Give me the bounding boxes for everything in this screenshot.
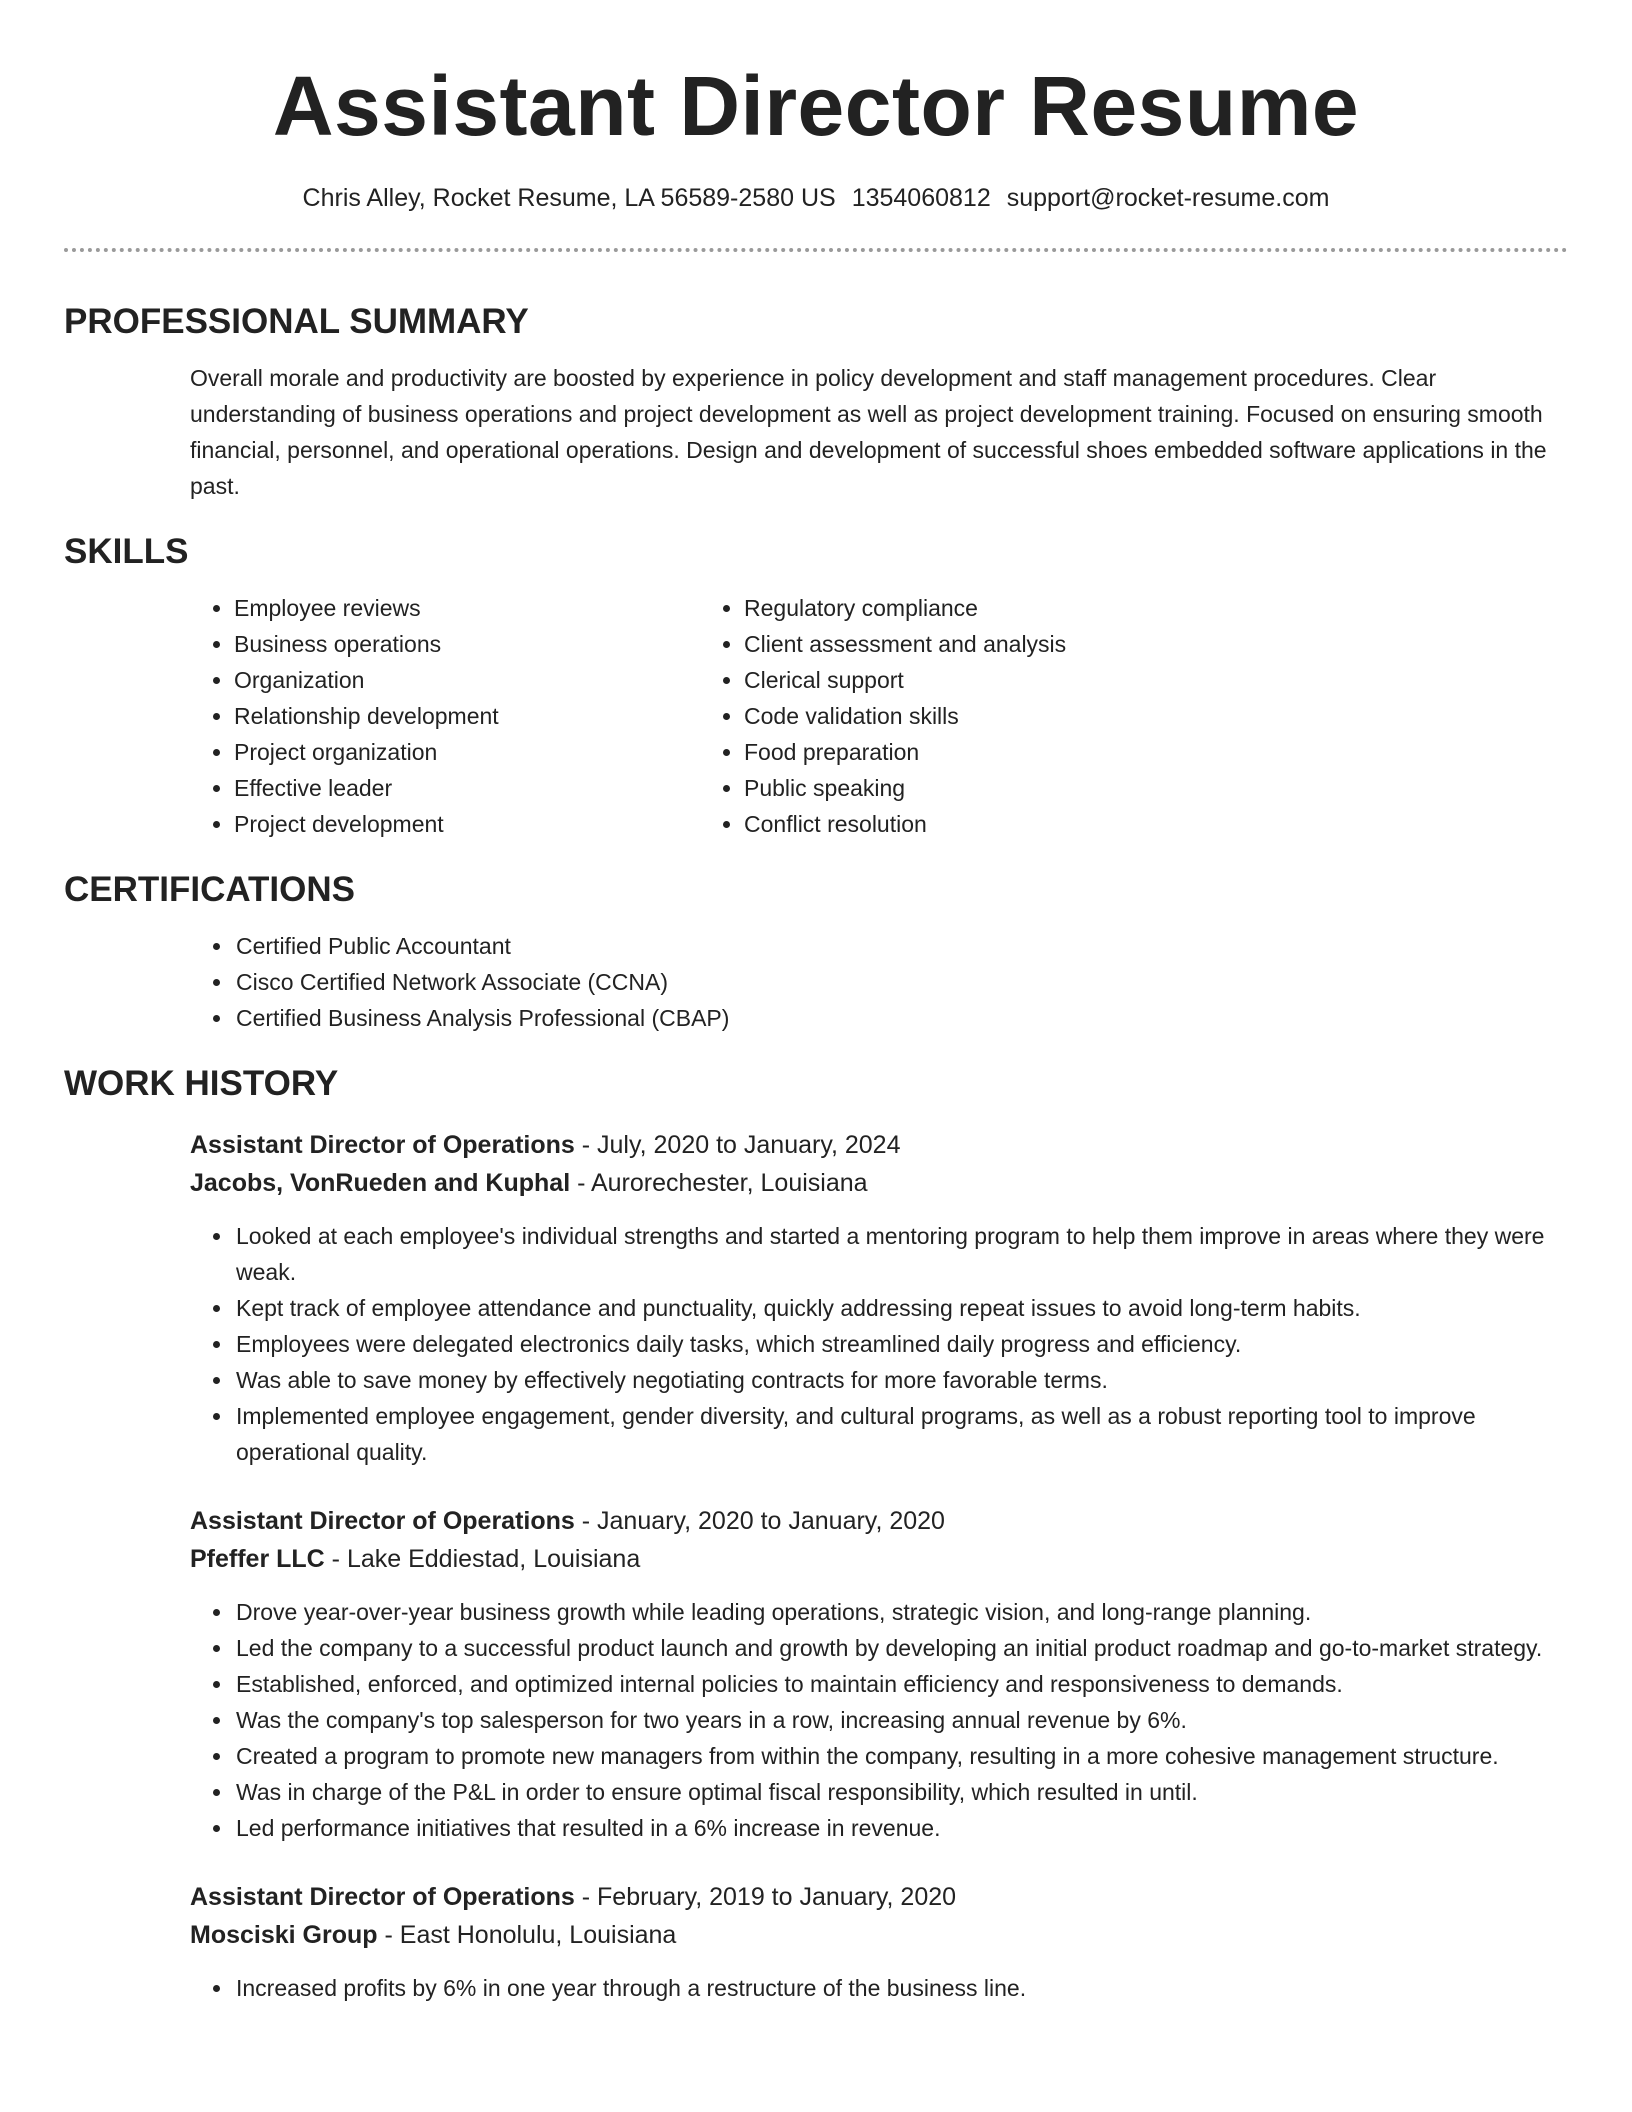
job-title-line bbox=[190, 1502, 1568, 1540]
skills-grid bbox=[64, 590, 1568, 842]
job-bullets bbox=[64, 1970, 1568, 2006]
list-item: • Drove year-over-year business growth while leading operations, strategic vision, and long-range planning. bbox=[234, 1594, 1568, 1630]
job-location: - East Honolulu, Louisiana bbox=[377, 1921, 677, 1949]
skills-column-left bbox=[64, 590, 744, 842]
summary-section bbox=[64, 300, 1568, 504]
job-company-line bbox=[190, 1540, 1568, 1578]
list-item: • Effective leader bbox=[234, 770, 744, 806]
job-entry bbox=[64, 1502, 1568, 1578]
job-company: Jacobs, VonRueden and Kuphal bbox=[190, 1169, 571, 1197]
job-dates: - January, 2020 to January, 2020 bbox=[574, 1507, 945, 1535]
list-item: • Public speaking bbox=[744, 770, 1066, 806]
list-item: • Looked at each employee's individual strengths and started a mentoring program to help them improve in areas where they were weak. bbox=[234, 1218, 1568, 1290]
list-item: • Certified Public Accountant bbox=[234, 928, 1568, 964]
list-item: • Was in charge of the P&L in order to ensure optimal fiscal responsibility, which resulted in until. bbox=[234, 1774, 1568, 1810]
job-company-line bbox=[190, 1164, 1568, 1202]
list-item: • Employees were delegated electronics daily tasks, which streamlined daily progress and efficiency. bbox=[234, 1326, 1568, 1362]
list-item: • Led the company to a successful product launch and growth by developing an initial product roadmap and go-to-market strategy. bbox=[234, 1630, 1568, 1666]
list-item: • Conflict resolution bbox=[744, 806, 1066, 842]
list-item: • Project organization bbox=[234, 734, 744, 770]
job-title-line bbox=[190, 1126, 1568, 1164]
list-item: • Regulatory compliance bbox=[744, 590, 1066, 626]
contact-line bbox=[64, 182, 1568, 214]
skills-heading: SKILLS bbox=[64, 532, 189, 571]
job-title-line bbox=[190, 1878, 1568, 1916]
job-entry bbox=[64, 1126, 1568, 1202]
job-entry bbox=[64, 1878, 1568, 1954]
list-item: • Implemented employee engagement, gender diversity, and cultural programs, as well as a robust reporting tool to improve operational quality. bbox=[234, 1398, 1568, 1470]
list-item: • Code validation skills bbox=[744, 698, 1066, 734]
list-item: • Client assessment and analysis bbox=[744, 626, 1066, 662]
skills-list-left bbox=[234, 590, 744, 842]
certifications-heading: CERTIFICATIONS bbox=[64, 870, 356, 909]
list-item: • Employee reviews bbox=[234, 590, 744, 626]
work-heading: WORK HISTORY bbox=[64, 1064, 339, 1103]
job-dates: - July, 2020 to January, 2024 bbox=[574, 1131, 901, 1159]
summary-text: Overall morale and productivity are boosted by experience in policy development and staff management procedures. Clear understanding of business operations and project development as well as project development training. Focused on ensuring smooth financial, personnel, and operational operations. Design and development of successful shoes embedded software applications in the past. bbox=[190, 365, 1547, 499]
list-item: • Certified Business Analysis Professional (CBAP) bbox=[234, 1000, 1568, 1036]
work-section bbox=[64, 1062, 1568, 2006]
job-title: Assistant Director of Operations bbox=[190, 1507, 575, 1535]
job-company: Pfeffer LLC bbox=[190, 1545, 325, 1573]
job-bullets bbox=[64, 1594, 1568, 1846]
list-item: • Cisco Certified Network Associate (CCNA) bbox=[234, 964, 1568, 1000]
skills-section bbox=[64, 530, 1568, 842]
header-divider bbox=[64, 248, 1568, 252]
skills-column-right bbox=[744, 590, 1066, 842]
list-item: • Kept track of employee attendance and punctuality, quickly addressing repeat issues to avoid long-term habits. bbox=[234, 1290, 1568, 1326]
certifications-section bbox=[64, 868, 1568, 1036]
job-bullets bbox=[64, 1218, 1568, 1470]
list-item: • Created a program to promote new managers from within the company, resulting in a more cohesive management structure. bbox=[234, 1738, 1568, 1774]
list-item: • Clerical support bbox=[744, 662, 1066, 698]
job-location: - Aurorechester, Louisiana bbox=[570, 1169, 868, 1197]
list-item: • Organization bbox=[234, 662, 744, 698]
list-item: • Food preparation bbox=[744, 734, 1066, 770]
list-item: • Established, enforced, and optimized internal policies to maintain efficiency and responsiveness to demands. bbox=[234, 1666, 1568, 1702]
skills-list-right bbox=[744, 590, 1066, 842]
list-item: • Was the company's top salesperson for two years in a row, increasing annual revenue by 6%. bbox=[234, 1702, 1568, 1738]
job-company: Mosciski Group bbox=[190, 1921, 378, 1949]
job-dates: - February, 2019 to January, 2020 bbox=[574, 1883, 957, 1911]
job-title: Assistant Director of Operations bbox=[190, 1883, 575, 1911]
contact-address: Chris Alley, Rocket Resume, LA 56589-2580 US bbox=[302, 184, 836, 212]
job-location: - Lake Eddiestad, Louisiana bbox=[324, 1545, 641, 1573]
list-item: • Increased profits by 6% in one year through a restructure of the business line. bbox=[234, 1970, 1568, 2006]
certifications-list bbox=[64, 928, 1568, 1036]
list-item: • Business operations bbox=[234, 626, 744, 662]
list-item: • Project development bbox=[234, 806, 744, 842]
job-title: Assistant Director of Operations bbox=[190, 1131, 575, 1159]
job-company-line bbox=[190, 1916, 1568, 1954]
contact-phone: 1354060812 bbox=[851, 184, 991, 212]
resume-title: Assistant Director Resume bbox=[272, 59, 1360, 153]
list-item: • Was able to save money by effectively negotiating contracts for more favorable terms. bbox=[234, 1362, 1568, 1398]
summary-heading: PROFESSIONAL SUMMARY bbox=[64, 302, 529, 341]
list-item: • Led performance initiatives that resulted in a 6% increase in revenue. bbox=[234, 1810, 1568, 1846]
contact-email: support@rocket-resume.com bbox=[1006, 184, 1330, 212]
list-item: • Relationship development bbox=[234, 698, 744, 734]
